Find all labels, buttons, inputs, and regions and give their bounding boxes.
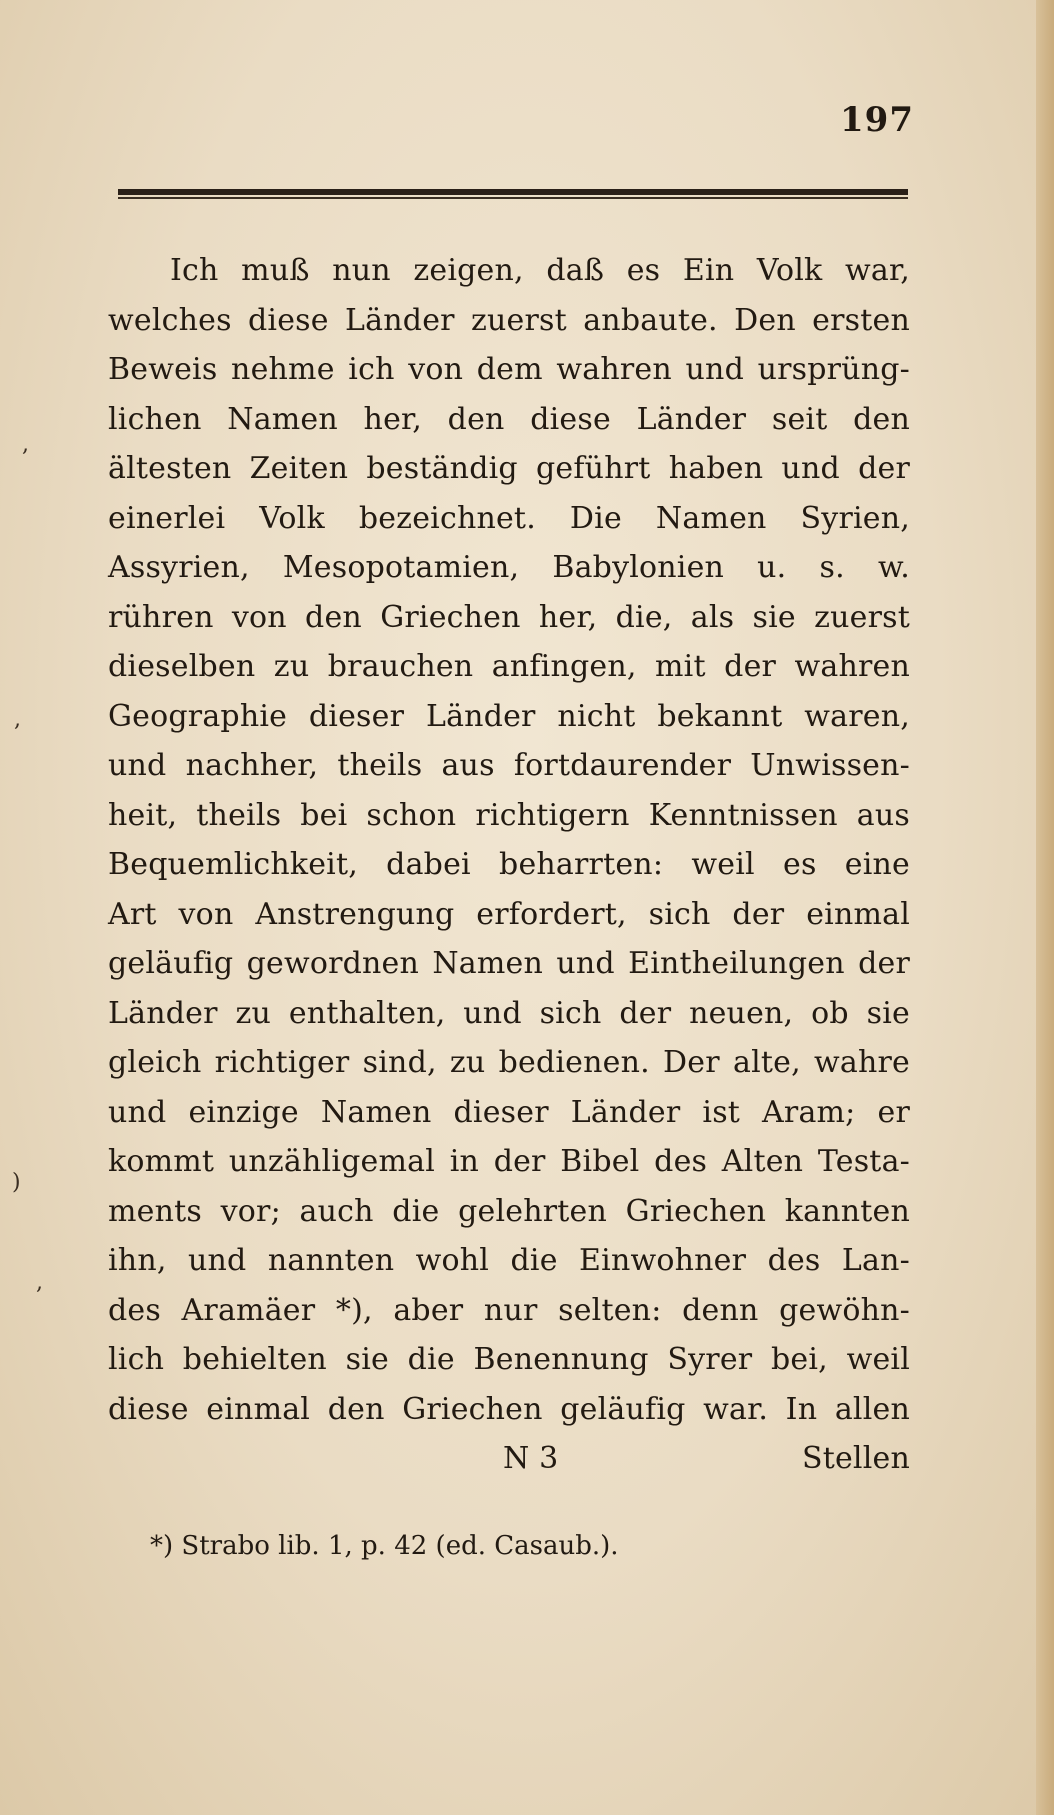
text-line: kommt unzähligemal in der Bibel des Alten Testa- — [108, 1144, 910, 1179]
margin-speck: , — [22, 432, 29, 457]
body-text — [108, 246, 910, 1484]
text-line: ältesten Zeiten beständig geführt haben und der — [108, 451, 910, 486]
text-line: des Aramäer *), aber nur selten: denn gewöhn- — [108, 1292, 910, 1328]
text-line: einerlei Volk bezeichnet. Die Namen Syrien, — [108, 500, 910, 536]
text-line: gleich richtiger sind, zu bedienen. Der alte, wahre — [108, 1045, 910, 1080]
text-line: welches diese Länder zuerst anbaute. Den ersten — [108, 302, 910, 338]
text-line: rühren von den Griechen her, die, als sie zuerst — [108, 599, 910, 635]
text-line: ihn, und nannten wohl die Einwohner des Lan- — [108, 1243, 910, 1278]
signature-line — [108, 1434, 910, 1484]
header-rule-thin — [118, 197, 908, 199]
text-line: lich behielten sie die Benennung Syrer bei, weil — [108, 1342, 910, 1377]
signature-mark: N 3 — [503, 1441, 559, 1476]
page-number: 197 — [840, 100, 914, 140]
margin-speck: , — [14, 707, 21, 732]
footnote: *) Strabo lib. 1, p. 42 (ed. Casaub.). — [150, 1531, 619, 1561]
text-line: und einzige Namen dieser Länder ist Aram; er — [108, 1094, 910, 1130]
header-rule-thick — [118, 189, 908, 195]
header-rule — [118, 186, 908, 200]
text-line: Geographie dieser Länder nicht bekannt waren, — [108, 698, 910, 734]
text-line: Bequemlichkeit, dabei beharrten: weil es eine — [108, 847, 910, 882]
text-line: Art von Anstrengung erfordert, sich der einmal — [108, 896, 910, 932]
text-line: heit, theils bei schon richtigern Kenntnissen aus — [108, 797, 910, 833]
text-line: diese einmal den Griechen geläufig war. In allen — [108, 1391, 910, 1427]
text-line: dieselben zu brauchen anfingen, mit der wahren — [108, 649, 910, 684]
page-edge — [1036, 0, 1054, 1815]
text-line: Ich muß nun zeigen, daß es Ein Volk war, — [170, 253, 910, 288]
text-line: Länder zu enthalten, und sich der neuen, ob sie — [108, 995, 910, 1031]
text-line: ments vor; auch die gelehrten Griechen kannten — [108, 1193, 910, 1229]
text-line: und nachher, theils aus fortdaurender Unwissen- — [108, 748, 910, 783]
margin-speck: ) — [12, 1170, 21, 1195]
text-line: Beweis nehme ich von dem wahren und ursprüng- — [108, 352, 910, 387]
text-line: Assyrien, Mesopotamien, Babylonien u. s. w. — [108, 550, 910, 585]
text-line: geläufig gewordnen Namen und Eintheilungen der — [108, 946, 910, 981]
margin-speck: , — [36, 1270, 43, 1295]
catchword: Stellen — [801, 1441, 910, 1476]
text-line: lichen Namen her, den diese Länder seit den — [108, 401, 910, 437]
